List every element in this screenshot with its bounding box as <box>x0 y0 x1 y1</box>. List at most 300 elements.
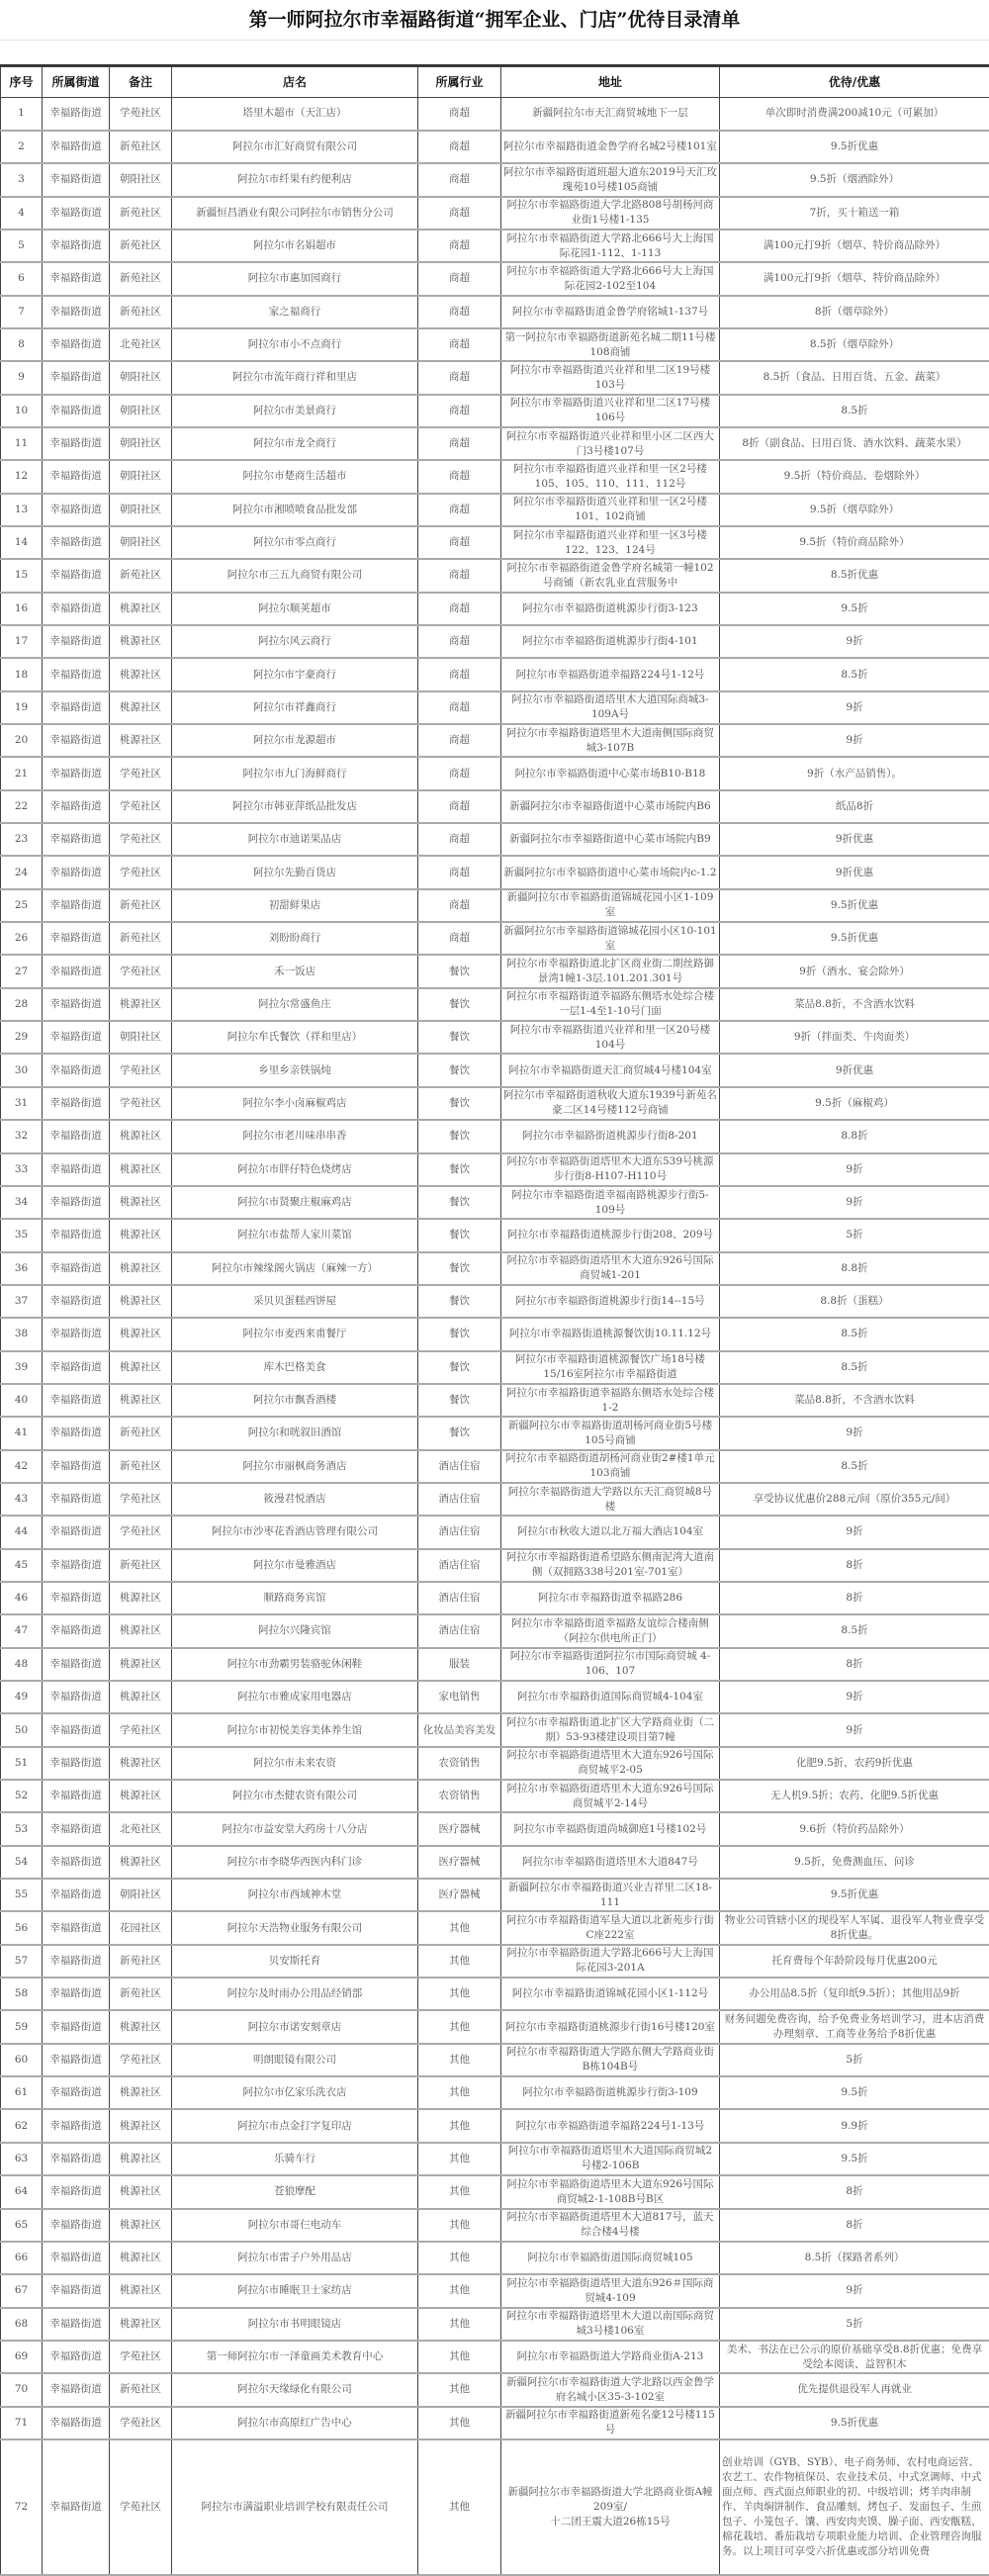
row-address-cell <box>501 427 720 460</box>
header-store-name: 店名 <box>172 67 418 98</box>
row-street: 幸福路街道 <box>45 799 107 814</box>
row-street-cell <box>43 131 110 163</box>
row-offer-cell <box>720 1318 989 1350</box>
row-offer-cell <box>720 691 989 724</box>
row-industry-cell <box>418 823 501 856</box>
row-industry-cell <box>418 658 501 690</box>
row-address-cell <box>501 2209 720 2242</box>
row-address: 第一阿拉尔市幸福路街道新苑名城二期11号楼108商铺 <box>503 330 717 360</box>
row-street: 幸福路街道 <box>45 172 107 187</box>
row-offer-cell <box>720 1384 989 1417</box>
row-industry: 其他 <box>420 2251 498 2265</box>
row-community-cell <box>110 757 172 789</box>
table-row <box>1 395 989 427</box>
row-community-cell <box>110 296 172 328</box>
row-street: 幸福路街道 <box>45 2500 107 2515</box>
row-community: 学苑社区 <box>112 1063 169 1078</box>
row-address-cell <box>501 1087 720 1120</box>
row-street: 幸福路街道 <box>45 997 107 1012</box>
row-industry: 商超 <box>420 206 498 221</box>
row-index: 49 <box>3 1690 40 1704</box>
row-industry-cell <box>418 757 501 789</box>
row-store-name: 阿拉尔市劲霸男装骆驼休闲鞋 <box>174 1657 415 1672</box>
row-community-cell <box>110 460 172 493</box>
row-community-cell <box>110 1516 172 1548</box>
row-community: 学苑社区 <box>112 2416 169 2431</box>
row-offer: 8.8折（蛋糕） <box>722 1294 987 1309</box>
table-row <box>1 230 989 262</box>
row-street: 幸福路街道 <box>45 2085 107 2100</box>
row-index-cell <box>1 230 43 262</box>
row-address-cell <box>501 262 720 295</box>
row-industry: 商超 <box>420 668 498 683</box>
row-industry: 餐饮 <box>420 1129 498 1144</box>
row-industry: 餐饮 <box>420 1162 498 1177</box>
row-street: 幸福路街道 <box>45 1657 107 1672</box>
row-address: 阿拉尔市幸福路街道幸福南路桃源步行街5-109号 <box>503 1188 717 1218</box>
row-offer: 9折 <box>722 733 987 748</box>
row-offer-cell <box>720 856 989 888</box>
row-community-cell <box>110 1021 172 1054</box>
row-street: 幸福路街道 <box>45 1459 107 1474</box>
row-address: 阿拉尔市幸福路街道胡杨河商业街2#楼1单元103商铺 <box>503 1451 717 1481</box>
row-index-cell <box>1 460 43 493</box>
row-address-cell <box>501 593 720 625</box>
row-industry-cell <box>418 2341 501 2373</box>
row-address-cell <box>501 2308 720 2341</box>
row-address: 新疆阿拉尔市幸福路街道中心菜市场院内c-1.2 <box>503 866 717 880</box>
table-row <box>1 625 989 658</box>
row-address: 阿拉尔市幸福路街道希望路东侧南泥湾大道南侧（双拥路338号201室-701室） <box>503 1550 717 1580</box>
row-store-name: 阿拉尔市飘香酒楼 <box>174 1393 415 1408</box>
row-offer-cell <box>720 823 989 856</box>
row-offer-cell <box>720 1582 989 1614</box>
row-street-cell <box>43 1713 110 1746</box>
table-row <box>1 328 989 361</box>
row-community: 朝阳社区 <box>112 469 169 484</box>
row-offer-cell <box>720 1285 989 1318</box>
row-industry: 餐饮 <box>420 1261 498 1276</box>
row-community: 学苑社区 <box>112 799 169 814</box>
row-street: 幸福路街道 <box>45 2416 107 2431</box>
row-offer-cell <box>720 1351 989 1384</box>
row-community: 桃源社区 <box>112 2152 169 2166</box>
table-header-row <box>1 67 989 98</box>
table-row <box>1 2044 989 2076</box>
row-street: 幸福路街道 <box>45 139 107 154</box>
row-street-cell <box>43 856 110 888</box>
row-offer: 9折 <box>722 1426 987 1440</box>
row-industry-cell <box>418 262 501 295</box>
row-offer: 5折 <box>722 1228 987 1242</box>
row-store-name-cell <box>172 1978 418 2010</box>
row-industry: 酒店住宿 <box>420 1459 498 1474</box>
row-street: 幸福路街道 <box>45 1030 107 1045</box>
row-industry-cell <box>418 1351 501 1384</box>
table-row <box>1 1549 989 1582</box>
table-row <box>1 724 989 757</box>
row-community-cell <box>110 2109 172 2142</box>
row-community-cell <box>110 2175 172 2208</box>
row-address-cell <box>501 1978 720 2010</box>
row-address-cell <box>501 2373 720 2406</box>
row-industry-cell <box>418 2044 501 2076</box>
row-index: 27 <box>3 965 40 979</box>
row-street: 幸福路街道 <box>45 1360 107 1375</box>
row-offer-cell <box>720 1186 989 1219</box>
row-index: 67 <box>3 2283 40 2298</box>
row-community-cell <box>110 1120 172 1152</box>
row-offer-cell <box>720 1945 989 1978</box>
row-community: 学苑社区 <box>112 1524 169 1539</box>
row-offer: 单次即时消费满200减10元（可累加） <box>722 106 987 121</box>
row-offer: 9.5折（麻椒鸡） <box>722 1096 987 1111</box>
row-index: 30 <box>3 1063 40 1078</box>
row-community: 桃源社区 <box>112 2283 169 2298</box>
table-row <box>1 1780 989 1812</box>
row-index-cell <box>1 395 43 427</box>
row-address: 新疆阿拉尔市幸福路街道新苑名豪12号楼115号 <box>503 2408 717 2438</box>
row-address-cell <box>501 1021 720 1054</box>
row-offer: 优先提供退役军人再就业 <box>722 2382 987 2397</box>
row-industry: 商超 <box>420 866 498 880</box>
row-address: 阿拉尔市幸福路街道班超大道东2019号天汇玫瑰苑10号楼105商铺 <box>503 165 717 195</box>
row-community: 新苑社区 <box>112 206 169 221</box>
row-index-cell <box>1 2439 43 2575</box>
row-index-cell <box>1 1747 43 1780</box>
row-industry: 其他 <box>420 2152 498 2166</box>
row-address: 阿拉尔市幸福路街道塔里木大道以南国际商贸城3号楼106室 <box>503 2309 717 2339</box>
row-industry: 其他 <box>420 2382 498 2397</box>
row-index: 5 <box>3 238 40 253</box>
row-community: 新苑社区 <box>112 271 169 286</box>
row-address-cell <box>501 922 720 955</box>
row-industry-cell <box>418 460 501 493</box>
row-community-cell <box>110 823 172 856</box>
row-industry-cell <box>418 922 501 955</box>
row-street-cell <box>43 1219 110 1251</box>
row-store-name-cell <box>172 1417 418 1449</box>
row-address: 阿拉尔市秋收大道以北万福大酒店104室 <box>503 1524 717 1539</box>
row-industry: 商超 <box>420 799 498 814</box>
row-index-cell <box>1 1252 43 1285</box>
table-row <box>1 2109 989 2142</box>
row-industry-cell <box>418 2175 501 2208</box>
row-community: 新苑社区 <box>112 2382 169 2397</box>
row-address: 阿拉尔市幸福路街道桃源步行街4-101 <box>503 634 717 649</box>
row-industry-cell <box>418 2242 501 2274</box>
row-offer-cell <box>720 559 989 592</box>
row-industry-cell <box>418 889 501 922</box>
row-community-cell <box>110 1054 172 1086</box>
row-index: 13 <box>3 503 40 517</box>
row-offer: 菜品8.8折，不含酒水饮料 <box>722 1393 987 1408</box>
row-community-cell <box>110 1648 172 1681</box>
row-offer: 满100元打9折（烟草、特价商品除外） <box>722 271 987 286</box>
row-industry: 其他 <box>420 2283 498 2298</box>
row-street-cell <box>43 1120 110 1152</box>
row-street: 幸福路街道 <box>45 404 107 418</box>
row-community-cell <box>110 593 172 625</box>
row-index-cell <box>1 2044 43 2076</box>
row-street-cell <box>43 1648 110 1681</box>
row-industry-cell <box>418 1516 501 1548</box>
row-industry: 商超 <box>420 767 498 782</box>
row-community: 新苑社区 <box>112 1986 169 2001</box>
table-row <box>1 1384 989 1417</box>
row-community: 桃源社区 <box>112 2317 169 2332</box>
row-index: 34 <box>3 1195 40 1210</box>
row-community: 学苑社区 <box>112 832 169 847</box>
row-community: 桃源社区 <box>112 1261 169 1276</box>
row-address: 阿拉尔市幸福路街道桃源步行街3-123 <box>503 601 717 616</box>
row-address: 阿拉尔市幸福路街道桃源步行街208、209号 <box>503 1228 717 1242</box>
row-industry: 商超 <box>420 832 498 847</box>
row-store-name-cell <box>172 460 418 493</box>
row-address-cell <box>501 361 720 394</box>
header-industry: 所属行业 <box>418 67 501 98</box>
row-offer-cell <box>720 98 989 131</box>
row-store-name-cell <box>172 1186 418 1219</box>
row-street: 幸福路街道 <box>45 1327 107 1341</box>
row-street: 幸福路街道 <box>45 1789 107 1803</box>
row-index-cell <box>1 1351 43 1384</box>
table-row <box>1 1054 989 1086</box>
row-industry-cell <box>418 296 501 328</box>
row-offer-cell <box>720 296 989 328</box>
row-index: 25 <box>3 898 40 913</box>
row-community-cell <box>110 1087 172 1120</box>
row-store-name-cell <box>172 1318 418 1350</box>
row-community: 桃源社区 <box>112 733 169 748</box>
row-street: 幸福路街道 <box>45 931 107 946</box>
row-street-cell <box>43 1978 110 2010</box>
row-street-cell <box>43 1483 110 1516</box>
row-address: 阿拉尔市幸福路街道金鲁学府铭城1-137号 <box>503 305 717 320</box>
row-address: 阿拉尔市幸福路街道天汇商贸城4号楼104室 <box>503 1063 717 1078</box>
row-index-cell <box>1 328 43 361</box>
row-industry: 餐饮 <box>420 1096 498 1111</box>
row-community-cell <box>110 1614 172 1647</box>
row-community-cell <box>110 856 172 888</box>
table-row <box>1 593 989 625</box>
row-industry-cell <box>418 625 501 658</box>
row-industry: 农资销售 <box>420 1756 498 1771</box>
table-row <box>1 2308 989 2341</box>
row-store-name-cell <box>172 395 418 427</box>
row-index: 26 <box>3 931 40 946</box>
table-row <box>1 1087 989 1120</box>
row-offer: 财务问题免费咨询，给予免费业务培训学习，进本店消费办理刻章、工商等业务给予8折优惠 <box>722 2012 987 2042</box>
row-address-cell <box>501 1780 720 1812</box>
row-address: 阿拉尔市幸福路街道幸福路东侧塔水处综合楼一层1-4至1-10号门面 <box>503 989 717 1019</box>
row-street: 幸福路街道 <box>45 668 107 683</box>
row-store-name: 阿拉尔兴隆宾馆 <box>174 1623 415 1638</box>
row-community: 桃源社区 <box>112 668 169 683</box>
row-offer-cell <box>720 2209 989 2242</box>
row-street-cell <box>43 98 110 131</box>
row-store-name-cell <box>172 889 418 922</box>
row-industry-cell <box>418 1318 501 1350</box>
row-street: 幸福路街道 <box>45 1921 107 1936</box>
row-street-cell <box>43 1945 110 1978</box>
table-row <box>1 98 989 131</box>
row-industry: 其他 <box>420 2500 498 2515</box>
table-row <box>1 1153 989 1186</box>
row-street: 幸福路街道 <box>45 2317 107 2332</box>
row-index-cell <box>1 1614 43 1647</box>
row-street-cell <box>43 889 110 922</box>
row-store-name-cell <box>172 1549 418 1582</box>
row-street: 幸福路街道 <box>45 1228 107 1242</box>
row-offer-cell <box>720 2373 989 2406</box>
row-store-name-cell <box>172 1516 418 1548</box>
row-index: 9 <box>3 370 40 385</box>
table-row <box>1 856 989 888</box>
row-address-cell <box>501 2407 720 2439</box>
row-community-cell <box>110 1351 172 1384</box>
row-community-cell <box>110 1219 172 1251</box>
row-address: 阿拉尔市幸福路街道塔里木大道817号，蓝天综合楼4号楼 <box>503 2210 717 2240</box>
row-industry: 商超 <box>420 370 498 385</box>
row-index: 36 <box>3 1261 40 1276</box>
row-address-cell <box>501 889 720 922</box>
row-street: 幸福路街道 <box>45 271 107 286</box>
row-store-name-cell <box>172 988 418 1021</box>
row-address-cell <box>501 2175 720 2208</box>
row-offer: 8.8折 <box>722 1261 987 1276</box>
row-index-cell <box>1 1054 43 1086</box>
row-street-cell <box>43 1186 110 1219</box>
row-industry-cell <box>418 427 501 460</box>
row-street-cell <box>43 559 110 592</box>
row-community: 桃源社区 <box>112 2251 169 2265</box>
row-community: 桃源社区 <box>112 1162 169 1177</box>
row-index-cell <box>1 2373 43 2406</box>
row-index-cell <box>1 1945 43 1978</box>
row-store-name-cell <box>172 1582 418 1614</box>
row-offer-cell <box>720 2044 989 2076</box>
row-street-cell <box>43 2044 110 2076</box>
row-street: 幸福路街道 <box>45 1063 107 1078</box>
row-index-cell <box>1 2143 43 2175</box>
row-offer-cell <box>720 2274 989 2307</box>
row-store-name: 阿拉尔和咣叙旧酒馆 <box>174 1426 415 1440</box>
table-row <box>1 790 989 823</box>
row-offer: 9折优惠 <box>722 866 987 880</box>
row-industry-cell <box>418 1153 501 1186</box>
row-community: 新苑社区 <box>112 1426 169 1440</box>
row-index: 15 <box>3 568 40 583</box>
row-index: 64 <box>3 2184 40 2199</box>
row-offer-cell <box>720 2109 989 2142</box>
row-offer: 8.8折 <box>722 1129 987 1144</box>
row-address: 阿拉尔市幸福路街道兴业祥和里二区19号楼103号 <box>503 363 717 393</box>
row-store-name-cell <box>172 2341 418 2373</box>
table-row <box>1 1648 989 1681</box>
row-address: 新疆阿拉尔市幸福路街道锦城花园小区1-109室 <box>503 890 717 920</box>
row-address-cell <box>501 1846 720 1879</box>
row-community: 桃源社区 <box>112 2020 169 2035</box>
row-street-cell <box>43 2407 110 2439</box>
row-street-cell <box>43 2341 110 2373</box>
row-address: 阿拉尔市幸福路街道兴业祥和里一区2号楼101、102商铺 <box>503 495 717 524</box>
row-industry-cell <box>418 790 501 823</box>
row-index-cell <box>1 757 43 789</box>
row-street-cell <box>43 790 110 823</box>
row-address-cell <box>501 790 720 823</box>
row-offer-cell <box>720 2076 989 2109</box>
row-index-cell <box>1 1648 43 1681</box>
row-address-cell <box>501 1285 720 1318</box>
row-community: 桃源社区 <box>112 1228 169 1242</box>
row-street-cell <box>43 1614 110 1647</box>
row-store-name: 阿拉尔市湘喷喷食品批发部 <box>174 503 415 517</box>
row-address: 阿拉尔市幸福路街道塔里木大道东926号国际商贸城1-201 <box>503 1253 717 1283</box>
row-community: 花园社区 <box>112 1921 169 1936</box>
row-industry-cell <box>418 955 501 987</box>
row-street: 幸福路街道 <box>45 1524 107 1539</box>
row-community: 桃源社区 <box>112 1789 169 1803</box>
row-store-name-cell <box>172 691 418 724</box>
row-store-name: 阿拉尔市满溢职业培训学校有限责任公司 <box>174 2500 415 2515</box>
row-address-cell <box>501 1516 720 1548</box>
table-row <box>1 1219 989 1251</box>
row-offer: 9.5折，免费测血压、问诊 <box>722 1855 987 1870</box>
table-row <box>1 559 989 592</box>
row-offer: 8折（副食品、日用百货、酒水饮料、蔬菜水果） <box>722 436 987 451</box>
row-index-cell <box>1 296 43 328</box>
row-industry: 商超 <box>420 601 498 616</box>
row-offer-cell <box>720 163 989 196</box>
table-row <box>1 1978 989 2010</box>
row-store-name-cell <box>172 625 418 658</box>
row-store-name: 顺路商务宾馆 <box>174 1591 415 1606</box>
row-community-cell <box>110 1780 172 1812</box>
row-store-name-cell <box>172 2109 418 2142</box>
row-street: 幸福路街道 <box>45 469 107 484</box>
row-industry-cell <box>418 328 501 361</box>
table-row <box>1 526 989 559</box>
row-address-cell <box>501 197 720 230</box>
row-street-cell <box>43 328 110 361</box>
row-address-cell <box>501 230 720 262</box>
row-industry-cell <box>418 1285 501 1318</box>
row-offer: 9折 <box>722 1723 987 1738</box>
row-address: 阿拉尔市幸福路街道幸福路东侧塔水处综合楼1-2 <box>503 1386 717 1416</box>
row-street-cell <box>43 460 110 493</box>
row-community: 朝阳社区 <box>112 436 169 451</box>
row-address: 阿拉尔市幸福路街道军垦大道以北新苑步行街C座222室 <box>503 1913 717 1943</box>
row-industry-cell <box>418 724 501 757</box>
row-store-name-cell <box>172 1681 418 1713</box>
row-street-cell <box>43 395 110 427</box>
row-index-cell <box>1 427 43 460</box>
table-row <box>1 1120 989 1152</box>
row-offer-cell <box>720 1252 989 1285</box>
row-street-cell <box>43 1252 110 1285</box>
row-store-name-cell <box>172 593 418 625</box>
row-address-cell <box>501 328 720 361</box>
table-row <box>1 922 989 955</box>
row-industry-cell <box>418 1087 501 1120</box>
row-store-name: 阿拉尔市初悦美容美体养生馆 <box>174 1723 415 1738</box>
row-street-cell <box>43 988 110 1021</box>
row-store-name-cell <box>172 1021 418 1054</box>
row-address-cell <box>501 1318 720 1350</box>
row-street: 幸福路街道 <box>45 1954 107 1969</box>
row-street-cell <box>43 2274 110 2307</box>
